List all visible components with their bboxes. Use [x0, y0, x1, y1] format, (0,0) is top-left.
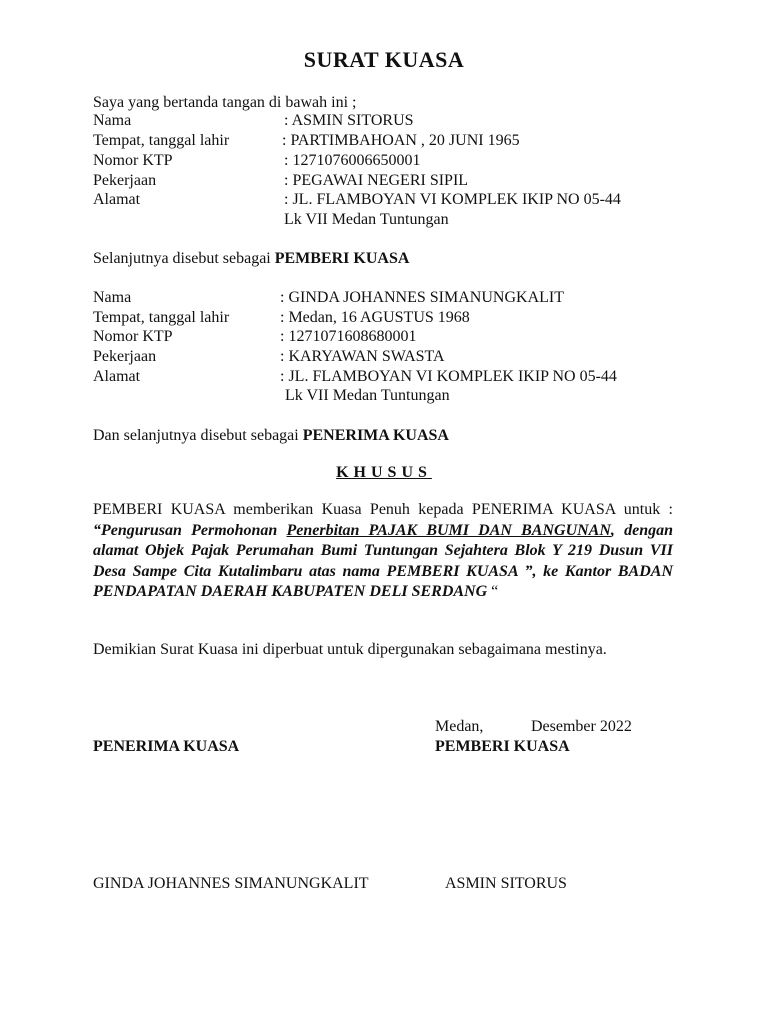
- grantee-address-value: : JL. FLAMBOYAN VI KOMPLEK IKIP NO 05-44: [280, 368, 617, 385]
- closing-statement: Demikian Surat Kuasa ini diperbuat untuk dipergunakan sebagaimana mestinya.: [93, 641, 607, 658]
- grantor-designation-prefix: Selanjutnya disebut sebagai: [93, 250, 275, 267]
- grantee-address-line2: Lk VII Medan Tuntungan: [285, 387, 450, 404]
- place: Medan,: [435, 718, 484, 735]
- paragraph-details: , dengan alamat Objek Pajak Perumahan Bumi Tuntungan Sejahtera Blok Y 219 Dusun VII Desa Sampe Cita Kutalimbaru atas nama PEMBERI KUASA ”, ke Kantor BADAN PENDAPATAN DAERAH KABUPATEN DELI SERDANG: [93, 521, 673, 600]
- right-signatory-name: ASMIN SITORUS: [445, 875, 567, 892]
- grantor-name-label: Nama: [93, 112, 132, 129]
- paragraph-intro: PEMBERI KUASA memberikan Kuasa Penuh kepada PENERIMA KUASA untuk :: [93, 501, 673, 518]
- khusus-heading: KHUSUS: [336, 464, 432, 481]
- grantor-designation-term: PEMBERI KUASA: [274, 250, 410, 267]
- right-signature-role: PEMBERI KUASA: [435, 738, 570, 755]
- grantee-address-label: Alamat: [93, 368, 141, 385]
- grantee-ktp-value: : 1271071608680001: [280, 328, 417, 345]
- grantor-birth-label: Tempat, tanggal lahir: [93, 132, 230, 149]
- paragraph-quote-close: “: [491, 583, 499, 600]
- left-signatory-name: GINDA JOHANNES SIMANUNGKALIT: [93, 875, 369, 892]
- grantee-birth-value: : Medan, 16 AGUSTUS 1968: [280, 309, 470, 326]
- grantor-birth-value: : PARTIMBAHOAN , 20 JUNI 1965: [282, 132, 520, 149]
- grantor-ktp-value: : 1271076006650001: [284, 152, 421, 169]
- grantee-designation-term: PENERIMA KUASA: [302, 427, 449, 444]
- grantee-name-value: : GINDA JOHANNES SIMANUNGKALIT: [280, 289, 564, 306]
- grantee-name-label: Nama: [93, 289, 132, 306]
- paragraph-quote-open: “Pengurusan Permohonan: [93, 521, 287, 539]
- grantor-address-line2: Lk VII Medan Tuntungan: [284, 211, 449, 228]
- grantor-ktp-label: Nomor KTP: [93, 152, 173, 169]
- intro-text: Saya yang bertanda tangan di bawah ini ;: [93, 94, 357, 111]
- grantee-designation: [93, 426, 449, 446]
- grantee-designation-prefix: Dan selanjutnya disebut sebagai: [93, 427, 303, 444]
- grantee-job-value: : KARYAWAN SWASTA: [280, 348, 445, 365]
- document-title: SURAT KUASA: [303, 47, 465, 72]
- grantee-ktp-label: Nomor KTP: [93, 328, 173, 345]
- grantor-designation: [93, 249, 409, 269]
- grantee-job-label: Pekerjaan: [93, 348, 157, 365]
- grantor-job-label: Pekerjaan: [93, 172, 157, 189]
- grantor-address-label: Alamat: [93, 191, 141, 208]
- date: Desember 2022: [531, 718, 632, 735]
- grantor-address-value: : JL. FLAMBOYAN VI KOMPLEK IKIP NO 05-44: [284, 191, 621, 208]
- paragraph-underlined-subject: Penerbitan PAJAK BUMI DAN BANGUNAN: [286, 521, 611, 539]
- grantee-birth-label: Tempat, tanggal lahir: [93, 309, 230, 326]
- authorization-paragraph: [93, 500, 673, 603]
- grantor-name-value: : ASMIN SITORUS: [284, 112, 414, 129]
- grantor-job-value: : PEGAWAI NEGERI SIPIL: [284, 172, 469, 189]
- left-signature-role: PENERIMA KUASA: [93, 738, 240, 755]
